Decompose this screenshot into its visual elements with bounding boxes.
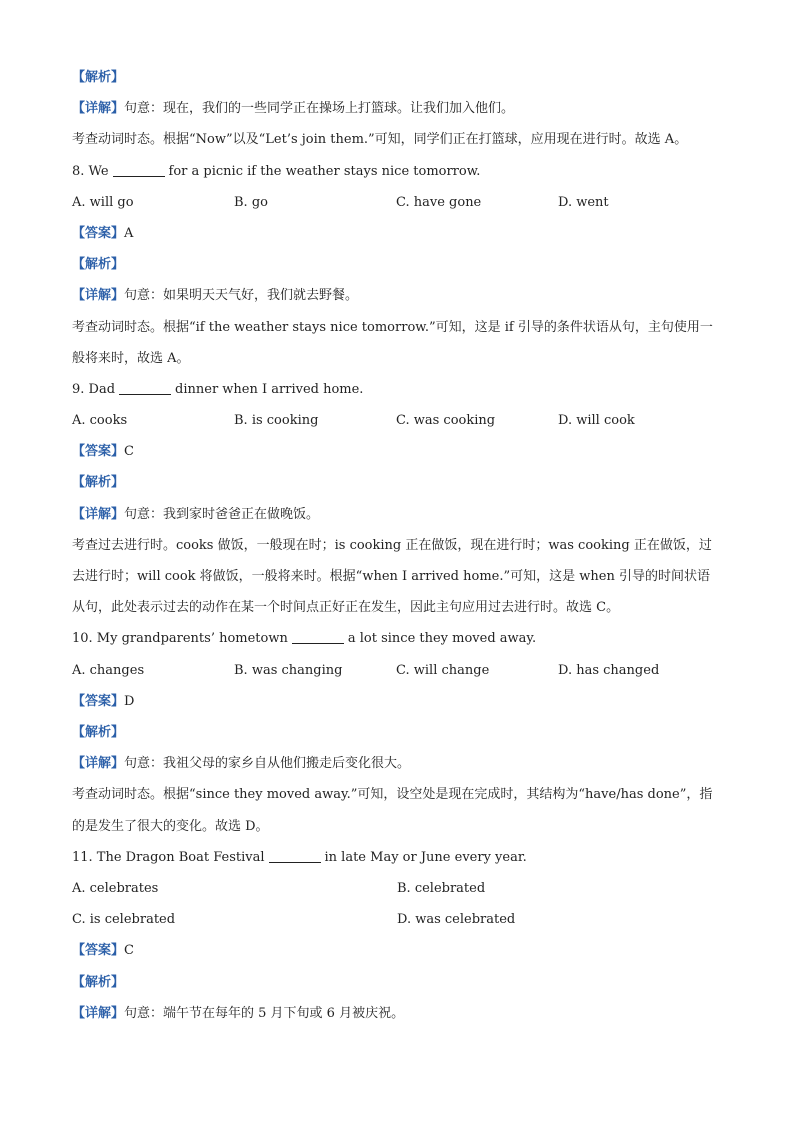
labeled-line	[72, 280, 722, 311]
section-label: 【详解】	[72, 756, 125, 772]
answer-option: D. was celebrated	[397, 912, 516, 928]
section-text: 句意：我祖父母的家乡自从他们搬走后变化很大。	[124, 756, 411, 772]
section-label: 【解析】	[72, 475, 125, 491]
answer-option: C. have gone	[396, 194, 482, 210]
answer-option: B. was changing	[234, 662, 343, 678]
question-text-before: 8. We	[72, 163, 109, 179]
section-text: C	[124, 444, 134, 460]
section-label: 【详解】	[72, 1005, 125, 1021]
section-heading	[72, 249, 722, 280]
answer-option: C. was cooking	[396, 413, 496, 429]
question-stem	[72, 623, 722, 654]
answer-option: A. cooks	[72, 413, 128, 429]
labeled-line	[72, 499, 722, 530]
section-text: 句意：我到家时爸爸正在做晚饭。	[124, 506, 320, 522]
question-text-before: 9. Dad	[72, 381, 116, 397]
answer-option: D. will cook	[558, 413, 635, 429]
question-text-after: for a picnic if the weather stays nice tomorrow.	[168, 163, 481, 179]
labeled-line	[72, 748, 722, 779]
question-stem	[72, 842, 722, 873]
answer-blank	[269, 848, 321, 863]
answer-option: B. is cooking	[234, 413, 319, 429]
document-page	[72, 62, 722, 1029]
answer-option: A. celebrates	[72, 880, 159, 896]
answer-options	[72, 873, 722, 904]
section-heading	[72, 967, 722, 998]
answer-blank	[113, 162, 165, 177]
answer-option: D. went	[558, 194, 609, 210]
section-heading	[72, 717, 722, 748]
question-text-after: in late May or June every year.	[324, 849, 527, 865]
section-text: C	[124, 943, 134, 959]
labeled-line	[72, 686, 722, 717]
answer-options	[72, 187, 722, 218]
explanation-paragraph: 考查动词时态。根据“if the weather stays nice tomorrow.”可知，这是 if 引导的条件状语从句，主句使用一般将来时，故选 A。	[72, 319, 713, 366]
labeled-line	[72, 218, 722, 249]
question-text-after: a lot since they moved away.	[347, 631, 537, 647]
section-text: D	[124, 693, 135, 709]
labeled-line	[72, 436, 722, 467]
section-text: A	[124, 225, 134, 241]
question-text-after: dinner when I arrived home.	[175, 381, 364, 397]
explanation-paragraph: 考查过去进行时。cooks 做饭，一般现在时；is cooking 正在做饭，现在进行时；was cooking 正在做饭，过去进行时；will cook 将做饭，一般将来时。根据“when I arrived home.”可知，这是 when 引导的时间状语从句，此处表示过去的动作在某一个时间点正好正在发生，因此主句应用过去进行时。故选 C。	[72, 537, 712, 616]
section-label: 【详解】	[72, 288, 125, 304]
section-heading	[72, 467, 722, 498]
answer-option: C. is celebrated	[72, 912, 176, 928]
answer-options	[72, 904, 722, 935]
labeled-line	[72, 935, 722, 966]
question-text-before: 11. The Dragon Boat Festival	[72, 849, 265, 865]
section-text: 句意：现在，我们的一些同学正在操场上打篮球。让我们加入他们。	[124, 101, 515, 117]
section-label: 【解析】	[72, 974, 125, 990]
answer-options	[72, 405, 722, 436]
answer-option: B. go	[234, 194, 268, 210]
answer-blank	[292, 629, 344, 644]
section-label: 【详解】	[72, 101, 125, 117]
question-text-before: 10. My grandparents’ hometown	[72, 631, 288, 647]
section-heading	[72, 62, 722, 93]
question-stem	[72, 374, 722, 405]
answer-options	[72, 655, 722, 686]
answer-option: D. has changed	[558, 662, 660, 678]
section-label: 【答案】	[72, 943, 125, 959]
labeled-line	[72, 93, 722, 124]
section-label: 【解析】	[72, 257, 125, 273]
answer-option: C. will change	[396, 662, 490, 678]
section-label: 【答案】	[72, 444, 125, 460]
section-label: 【答案】	[72, 225, 125, 241]
section-text: 句意：端午节在每年的 5 月下旬或 6 月被庆祝。	[124, 1005, 405, 1021]
section-label: 【解析】	[72, 70, 125, 85]
section-text: 句意：如果明天天气好，我们就去野餐。	[124, 288, 359, 304]
explanation-text: 考查动词时态。根据“Now”以及“Let’s join them.”可知，同学们正在打篮球，应用现在进行时。故选 A。	[72, 132, 688, 148]
section-label: 【答案】	[72, 693, 125, 709]
labeled-line	[72, 998, 722, 1029]
answer-option: A. changes	[72, 662, 145, 678]
question-stem	[72, 156, 722, 187]
section-label: 【详解】	[72, 506, 125, 522]
answer-blank	[119, 380, 171, 395]
answer-option: B. celebrated	[397, 880, 486, 896]
explanation-paragraph: 考查动词时态。根据“since they moved away.”可知，设空处是现在完成时，其结构为“have/has done”，指的是发生了很大的变化。故选 D。	[72, 787, 713, 834]
answer-option: A. will go	[72, 194, 134, 210]
section-label: 【解析】	[72, 725, 125, 741]
